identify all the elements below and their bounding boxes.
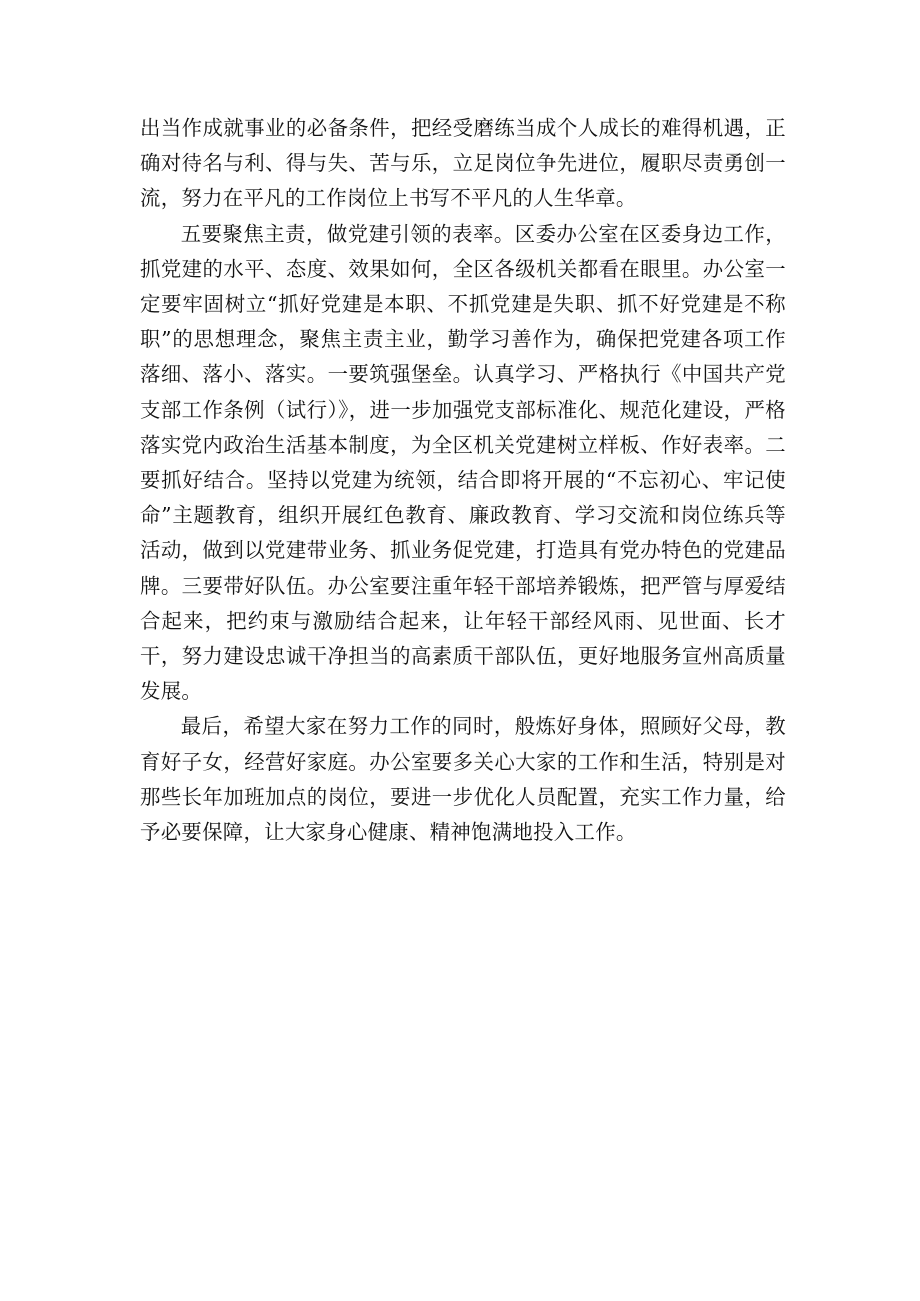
paragraph-continued: 出当作成就事业的必备条件，把经受磨练当成个人成长的难得机遇，正确对待名与利、得与失、苦与乐，立足岗位争先进位，履职尽责勇创一流，努力在平凡的工作岗位上书写不平凡的人生华章。 xyxy=(140,116,786,211)
paragraph-party-building: 五要聚焦主责，做党建引领的表率。区委办公室在区委身边工作，抓党建的水平、态度、效果如何，全区各级机关都看在眼里。办公室一定要牢固树立“抓好党建是本职、不抓党建是失职、抓不好党建是不称职”的思想理念，聚焦主责主业，勤学习善作为，确保把党建各项工作落细、落小、落实。一要筑强堡垒。认真学习、严格执行《中国共产党支部工作条例（试行）》，进一步加强党支部标准化、规范化建设，严格落实党内政治生活基本制度，为全区机关党建树立样板、作好表率。二要抓好结合。坚持以党建为统领，结合即将开展的“不忘初心、牢记使命”主题教育，组织开展红色教育、廉政教育、学习交流和岗位练兵等活动，做到以党建带业务、抓业务促党建，打造具有党办特色的党建品牌。三要带好队伍。办公室要注重年轻干部培养锻炼，把严管与厚爱结合起来，把约束与激励结合起来，让年轻干部经风雨、见世面、长才干，努力建设忠诚干净担当的高素质干部队伍，更好地服务宣州高质量发展。 xyxy=(140,221,786,704)
document-body xyxy=(140,111,786,850)
paragraph-closing: 最后，希望大家在努力工作的同时，般炼好身体，照顾好父母，教育好子女，经营好家庭。办公室要多关心大家的工作和生活，特别是对那些长年加班加点的岗位，要进一步优化人员配置，充实工作力量，给予必要保障，让大家身心健康、精神饱满地投入工作。 xyxy=(140,714,786,845)
